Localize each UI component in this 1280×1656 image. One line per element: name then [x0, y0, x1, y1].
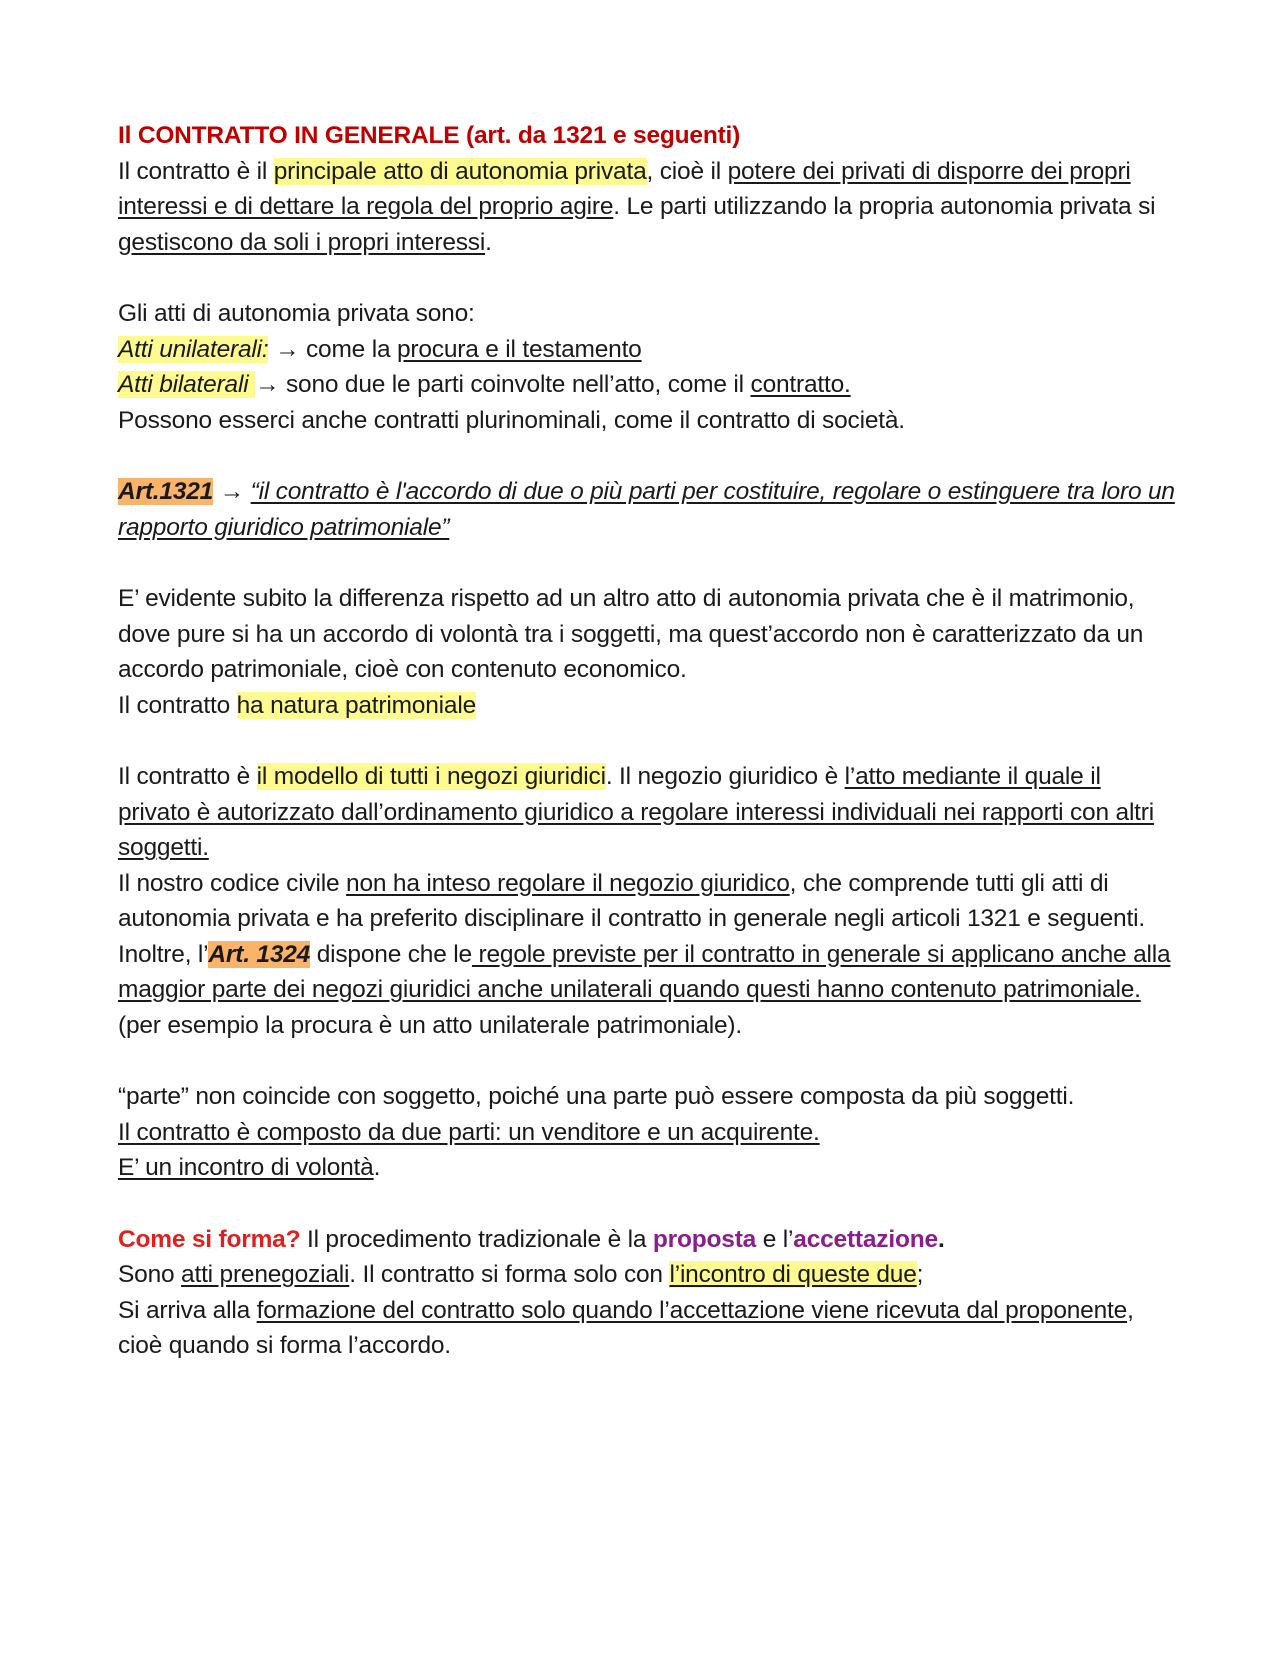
underlined-text: procura e il testamento [397, 335, 642, 363]
paragraph-definition: Il contratto è il principale atto di autonomia privata, cioè il potere dei privati di disporre dei propri interessi e di dettare la regola del proprio agire. Le parti utilizzando la propria autonomia privata si gestiscono da soli i propri interessi. [118, 157, 1156, 256]
highlight: Atti unilaterali: [118, 335, 269, 363]
underlined-text: atti prenegoziali [181, 1261, 350, 1288]
article-quote: “il contratto è l'accordo di due o più parti per costituire, regolare o estinguere tra loro un rapporto giuridico patrimoniale” [118, 478, 1175, 541]
paragraph-model: Il contratto è il modello di tutti i negozi giuridici. Il negozio giuridico è l’atto mediante il quale il privato è autorizzato dall’ordinamento giuridico a regolare interessi individuali nei rapporti con altri soggetti. [118, 763, 1154, 861]
underlined-text: Il contratto è composto da due parti: un venditore e un acquirente. [118, 1118, 820, 1146]
underlined-text: formazione del contratto solo quando l’accettazione viene ricevuta dal proponente [256, 1296, 1128, 1324]
underlined-text: gestiscono da soli i propri interessi [118, 228, 486, 256]
paragraph-acts-intro: Gli atti di autonomia privata sono: [118, 300, 475, 327]
document-title: Il CONTRATTO IN GENERALE (art. da 1321 e seguenti) [118, 122, 741, 149]
underlined-text: potere dei privati di disporre dei propri interessi e di dettare la regola del proprio agire [118, 157, 1131, 220]
article-reference: Art.1321 [118, 478, 214, 505]
highlight: ha natura patrimoniale [236, 691, 477, 719]
paragraph-nature: Il contratto ha natura patrimoniale [118, 691, 477, 719]
item-bilateral-acts: Atti bilaterali → sono due le parti coinvolte nell’atto, come il contratto. [118, 371, 851, 398]
term-accettazione: accettazione [793, 1225, 938, 1253]
paragraph-art-1324: Inoltre, l’Art. 1324 dispone che le regole previste per il contratto in generale si applicano anche alla maggior parte dei negozi giuridici anche unilaterali quando questi hanno contenuto patrimoniale. (per esempio la procura è un atto unilaterale patrimoniale). [118, 940, 1171, 1039]
item-unilateral-acts: Atti unilaterali: → come la procura e il testamento [118, 335, 642, 363]
paragraph-civil-code: Il nostro codice civile non ha inteso regolare il negozio giuridico, che comprende tutti gli atti di autonomia privata e ha preferito disciplinare il contratto in generale negli articoli 1321 e seguenti. [118, 869, 1145, 932]
term-proposta: proposta [652, 1225, 757, 1253]
paragraph-agreement: Si arriva alla formazione del contratto solo quando l’accettazione viene ricevuta dal proponente, cioè quando si forma l’accordo. [118, 1296, 1134, 1359]
article-reference: Art. 1324 [208, 940, 311, 968]
paragraph-party: “parte” non coincide con soggetto, poiché una parte può essere composta da più soggetti. [118, 1083, 1075, 1110]
paragraph-art-1321: Art.1321 → “il contratto è l'accordo di due o più parti per costituire, regolare o estinguere tra loro un rapporto giuridico patrimoniale” [118, 478, 1175, 541]
question-heading: Come si forma? [118, 1225, 301, 1253]
highlight: l’incontro di queste due [669, 1261, 917, 1288]
highlight: il modello di tutti i negozi giuridici [256, 763, 606, 790]
paragraph-marriage: E’ evidente subito la differenza rispetto ad un altro atto di autonomia privata che è il matrimonio, dove pure si ha un accordo di volontà tra i soggetti, ma quest’accordo non è caratterizzato da un accordo patrimoniale, cioè con contenuto economico. [118, 585, 1144, 683]
paragraph-two-parties [118, 1115, 1178, 1151]
paragraph-prenegotial: Sono atti prenegoziali. Il contratto si forma solo con l’incontro di queste due; [118, 1261, 924, 1288]
underlined-text: E’ un incontro di volontà [118, 1154, 374, 1181]
underlined-text: l’atto mediante il quale il privato è autorizzato dall’ordinamento giuridico a regolare interessi individuali nei rapporti con altri soggetti. [118, 763, 1154, 861]
paragraph-formation: Come si forma? Il procedimento tradizionale è la proposta e l’accettazione. [118, 1225, 945, 1253]
underlined-text: non ha inteso regolare il negozio giuridico [346, 869, 790, 897]
underlined-text: regole previste per il contratto in generale si applicano anche alla maggior parte dei negozi giuridici anche unilaterali quando questi hanno contenuto patrimoniale. [118, 940, 1171, 1003]
underlined-text: contratto. [750, 371, 851, 398]
document-page [118, 118, 1178, 1364]
paragraph-plurinominal: Possono esserci anche contratti plurinominali, come il contratto di società. [118, 406, 905, 434]
highlight: principale atto di autonomia privata [273, 157, 647, 185]
paragraph-meeting: E’ un incontro di volontà. [118, 1154, 381, 1181]
highlight: Atti bilaterali [118, 371, 256, 398]
